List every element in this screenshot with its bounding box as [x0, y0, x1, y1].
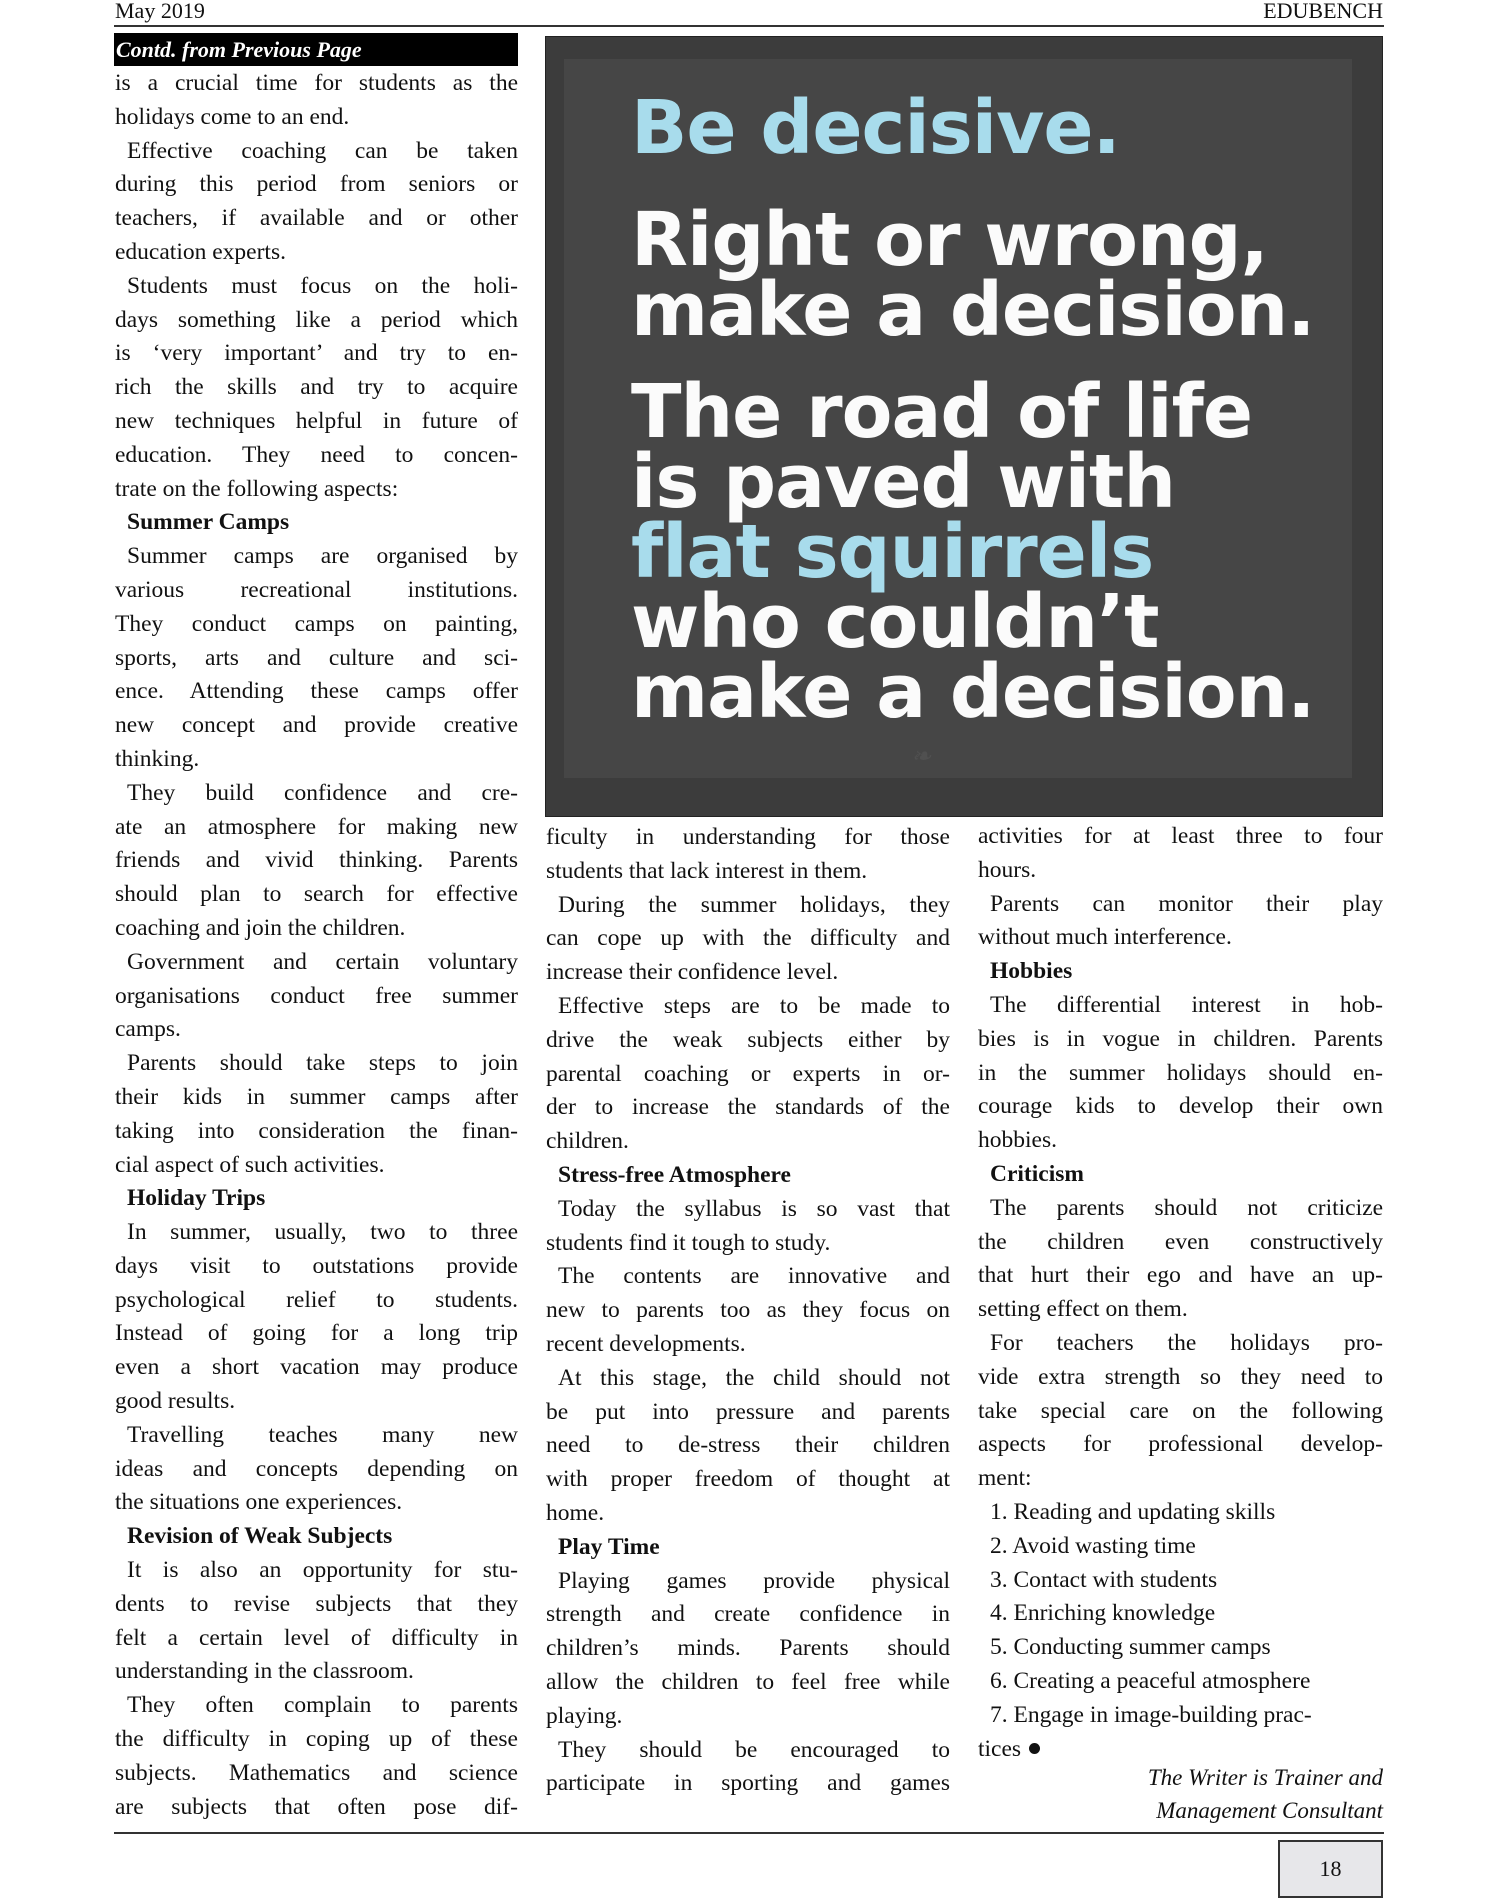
text-line: ficulty in understanding for those	[546, 824, 950, 850]
text-line: rich the skills and try to acquire	[115, 374, 518, 401]
poster-line: make a decision.	[631, 267, 1315, 353]
text-line: organisations conduct free summer	[115, 982, 518, 1009]
text-line: felt a certain level of difficulty in	[115, 1624, 518, 1651]
text-line: coaching and join the children.	[115, 914, 406, 941]
text-line: thinking.	[115, 745, 200, 772]
text-line: should plan to search for effective	[115, 881, 518, 908]
list-item: 3. Contact with students	[990, 1566, 1218, 1593]
section-heading-summer-camps: Summer Camps	[127, 509, 290, 536]
text-line: students that lack interest in them.	[546, 857, 868, 884]
poster-line: Right or wrong,	[631, 197, 1268, 283]
text-line: sports, arts and culture and sci-	[115, 644, 518, 671]
text-line: without much interference.	[978, 924, 1232, 951]
text-line: hobbies.	[978, 1127, 1057, 1154]
quote-poster-image	[545, 36, 1383, 817]
text-line: education experts.	[115, 238, 286, 265]
byline-line: The Writer is Trainer and	[1147, 1765, 1383, 1790]
text-line: can cope up with the difficulty and	[546, 925, 950, 952]
text-line: Travelling teaches many new	[127, 1421, 518, 1448]
text-line: be put into pressure and parents	[546, 1398, 950, 1425]
text-line: They often complain to parents	[127, 1692, 518, 1719]
text-line: the situations one experiences.	[115, 1489, 403, 1516]
text-line: Playing games provide physical	[558, 1567, 950, 1594]
right-column	[978, 820, 1383, 1766]
text-line: playing.	[546, 1702, 623, 1729]
text-line: taking into consideration the finan-	[115, 1117, 518, 1144]
text-line: Today the syllabus is so vast that	[558, 1195, 950, 1222]
text-line: The differential interest in hob-	[990, 991, 1383, 1018]
text-line: strength and create confidence in	[546, 1601, 950, 1628]
text-line: in the summer holidays should en-	[978, 1059, 1383, 1086]
text-line: is a crucial time for students as the	[115, 70, 518, 96]
text-line: ment:	[978, 1465, 1032, 1492]
text-line: In summer, usually, two to three	[127, 1219, 518, 1246]
text-line: recent developments.	[546, 1330, 746, 1357]
issue-date: May 2019	[115, 0, 205, 23]
text-line: during this period from seniors or	[115, 171, 518, 198]
poster-line-accent: flat squirrels	[631, 509, 1154, 595]
text-line: new to parents too as they focus on	[546, 1297, 950, 1324]
list-tail-text: tices	[978, 1735, 1022, 1762]
text-line: are subjects that often pose dif-	[115, 1793, 518, 1820]
byline-line: Management Consultant	[1156, 1798, 1383, 1823]
text-line: ideas and concepts depending on	[115, 1455, 518, 1482]
publication-name: EDUBENCH	[1263, 0, 1383, 23]
text-line: psychological relief to students.	[115, 1286, 518, 1313]
header-rule	[114, 25, 1384, 27]
text-line: the children even constructively	[978, 1228, 1383, 1255]
text-line: various recreational institutions.	[115, 576, 518, 603]
middle-column	[546, 821, 950, 1801]
text-line: They conduct camps on painting,	[115, 610, 518, 637]
text-line: dents to revise subjects that they	[115, 1590, 518, 1617]
text-line: take special care on the following	[978, 1397, 1383, 1424]
text-line: aspects for professional develop-	[978, 1431, 1383, 1458]
text-line: Parents can monitor their play	[990, 890, 1383, 917]
text-line: that hurt their ego and have an up-	[978, 1262, 1383, 1289]
list-item: 5. Conducting summer camps	[990, 1634, 1271, 1661]
text-line: even a short vacation may produce	[115, 1354, 518, 1381]
text-line: Government and certain voluntary	[127, 948, 518, 975]
text-line: allow the children to feel free while	[546, 1668, 950, 1695]
left-column	[115, 67, 518, 1824]
text-line: teachers, if available and or other	[115, 205, 518, 232]
text-line: During the summer holidays, they	[558, 891, 950, 918]
text-line: the difficulty in coping up of these	[115, 1726, 518, 1753]
text-line: new concept and provide creative	[115, 712, 518, 739]
text-line: drive the weak subjects either by	[546, 1026, 950, 1053]
text-line: activities for at least three to four	[978, 823, 1383, 849]
poster-line: is paved with	[631, 439, 1176, 525]
text-line: trate on the following aspects:	[115, 475, 399, 502]
list-item: 6. Creating a peaceful atmosphere	[990, 1667, 1311, 1694]
text-line: hours.	[978, 856, 1037, 883]
text-line: understanding in the classroom.	[115, 1658, 414, 1685]
section-heading-holiday-trips: Holiday Trips	[127, 1185, 266, 1212]
text-line: Effective coaching can be taken	[127, 137, 518, 164]
text-line: ence. Attending these camps offer	[115, 678, 518, 705]
text-line: The parents should not criticize	[990, 1194, 1383, 1221]
text-line: holidays come to an end.	[115, 103, 350, 130]
text-line: Students must focus on the holi-	[127, 272, 518, 299]
text-line: home.	[546, 1499, 605, 1526]
poster-line: who couldn’t	[631, 579, 1159, 665]
text-line: The contents are innovative and	[558, 1263, 950, 1290]
list-item: 1. Reading and updating skills	[990, 1498, 1276, 1525]
poster-line: make a decision.	[631, 649, 1315, 735]
page-number: 18	[1278, 1840, 1383, 1898]
section-heading-stress-free: Stress-free Atmosphere	[558, 1161, 791, 1188]
continued-banner: Contd. from Previous Page	[114, 33, 518, 66]
section-heading-revision: Revision of Weak Subjects	[127, 1523, 393, 1550]
text-line: courage kids to develop their own	[978, 1093, 1383, 1120]
list-item: 4. Enriching knowledge	[990, 1600, 1216, 1627]
text-line: their kids in summer camps after	[115, 1083, 518, 1110]
text-line: They build confidence and cre-	[127, 779, 518, 806]
text-line: ate an atmosphere for making new	[115, 813, 518, 840]
text-line: children.	[546, 1128, 629, 1155]
footer-rule	[114, 1832, 1384, 1834]
text-line: Parents should take steps to join	[127, 1050, 518, 1077]
text-line: Summer camps are organised by	[127, 543, 518, 570]
text-line: children’s minds. Parents should	[546, 1635, 950, 1662]
watermark-icon: ❧	[911, 742, 932, 770]
text-line: days something like a period which	[115, 306, 518, 333]
text-line: der to increase the standards of the	[546, 1094, 950, 1121]
author-byline	[1148, 1761, 1383, 1827]
text-line: They should be encouraged to	[558, 1736, 950, 1763]
text-line: Effective steps are to be made to	[558, 992, 950, 1019]
list-item: 7. Engage in image-building prac-	[990, 1701, 1312, 1728]
text-line: days visit to outstations provide	[115, 1252, 518, 1279]
text-line: need to de-stress their children	[546, 1432, 950, 1459]
text-line: camps.	[115, 1016, 181, 1043]
text-line: students find it tough to study.	[546, 1229, 831, 1256]
text-line: new techniques helpful in future of	[115, 407, 518, 434]
text-line: Instead of going for a long trip	[115, 1320, 518, 1347]
text-line: friends and vivid thinking. Parents	[115, 847, 518, 874]
text-line: cial aspect of such activities.	[115, 1151, 385, 1178]
text-line: For teachers the holidays pro-	[990, 1329, 1383, 1356]
text-line: increase their confidence level.	[546, 959, 839, 986]
text-line: subjects. Mathematics and science	[115, 1759, 518, 1786]
poster-quote	[631, 85, 1315, 735]
text-line: At this stage, the child should not	[558, 1364, 950, 1391]
text-line: bies is in vogue in children. Parents	[978, 1025, 1383, 1052]
end-mark-bullet-icon	[1029, 1743, 1040, 1754]
text-line: education. They need to concen-	[115, 441, 518, 468]
list-item: 2. Avoid wasting time	[990, 1532, 1196, 1559]
text-line: setting effect on them.	[978, 1296, 1188, 1323]
section-heading-play-time: Play Time	[558, 1533, 660, 1560]
section-heading-hobbies: Hobbies	[990, 958, 1073, 985]
section-heading-criticism: Criticism	[990, 1160, 1084, 1187]
text-line: parental coaching or experts in or-	[546, 1060, 950, 1087]
text-line: is ‘very important’ and try to en-	[115, 340, 518, 367]
text-line: with proper freedom of thought at	[546, 1466, 950, 1493]
text-line: vide extra strength so they need to	[978, 1363, 1383, 1390]
poster-line-headline: Be decisive.	[631, 85, 1120, 171]
text-line: good results.	[115, 1388, 236, 1415]
poster-line: The road of life	[631, 369, 1253, 455]
text-line: It is also an opportunity for stu-	[127, 1557, 518, 1584]
text-line: participate in sporting and games	[546, 1770, 950, 1797]
